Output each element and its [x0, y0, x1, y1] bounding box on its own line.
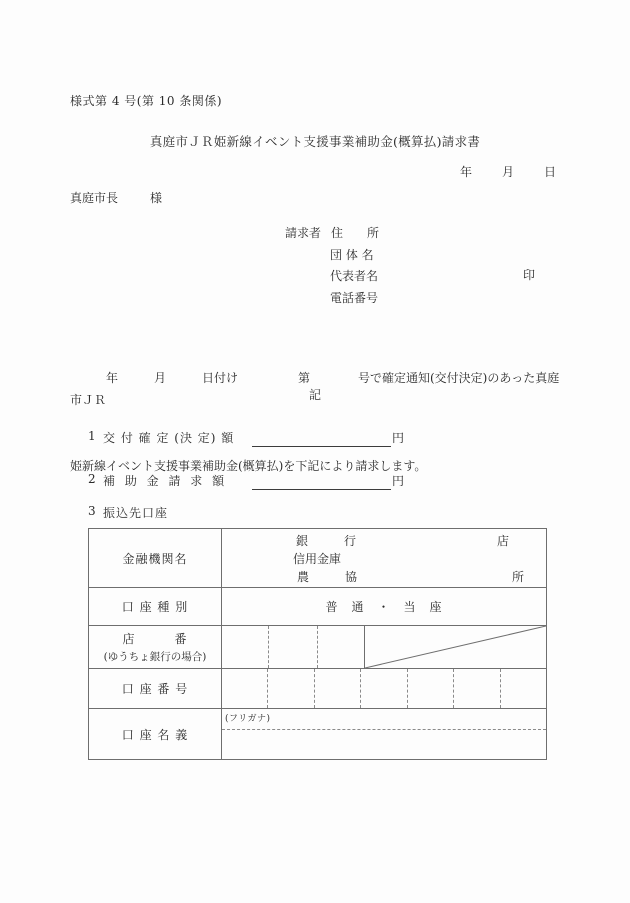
branch-number-sublabel: (ゆうちょ銀行の場合) — [103, 651, 207, 663]
requester-address-label: 住 所 — [331, 226, 380, 240]
account-number-label-cell — [89, 669, 222, 708]
branch-digit-cell — [269, 626, 318, 668]
account-digit-cell — [315, 669, 361, 708]
option-nokyo: 農 協 — [297, 570, 358, 584]
requester-org-label: 団 体 名 — [330, 247, 374, 262]
branch-number-digit-cells — [222, 626, 364, 668]
row-account-number — [89, 669, 546, 709]
account-type-label: 口 座 種 別 — [121, 600, 189, 614]
account-digit-cell — [408, 669, 454, 708]
financial-institution-options — [222, 529, 546, 587]
item-2-number: 2 — [88, 472, 96, 486]
option-nokyo-branch-suffix: 所 — [512, 570, 525, 584]
seal-mark: 印 — [523, 268, 536, 282]
option-shinkin: 信用金庫 — [293, 552, 342, 566]
item-grant-amount — [0, 429, 630, 449]
account-number-digit-cells — [222, 669, 546, 708]
addressee-line — [70, 189, 162, 206]
account-digit-cell — [501, 669, 546, 708]
row-account-name — [89, 709, 546, 759]
account-digit-cell — [454, 669, 500, 708]
option-bank: 銀 行 — [296, 534, 357, 548]
requester-phone-label: 電話番号 — [330, 290, 379, 305]
account-name-label: 口 座 名 義 — [121, 727, 189, 742]
account-number-label: 口 座 番 号 — [121, 682, 189, 696]
branch-number-label: 店 番 — [122, 632, 188, 646]
document-title: 真庭市ＪＲ姫新線イベント支援事業補助金(概算払)請求書 — [149, 134, 481, 149]
item-3-label: 振込先口座 — [103, 506, 169, 520]
requester-representative-row — [285, 266, 379, 288]
branch-number-label-cell — [89, 626, 222, 668]
option-bank-branch-suffix: 店 — [497, 534, 510, 548]
financial-institution-label: 金融機関名 — [122, 551, 188, 566]
furigana-strip — [222, 709, 546, 730]
note-heading: 記 — [308, 388, 321, 402]
row-financial-institution — [89, 529, 546, 588]
row-branch-number — [89, 626, 546, 669]
item-1-number: 1 — [88, 429, 96, 443]
diagonal-strikeout — [364, 626, 546, 668]
account-digit-cell — [361, 669, 407, 708]
requester-block — [285, 223, 379, 309]
form-number: 様式第 4 号(第 10 条関係) — [70, 94, 223, 108]
account-type-label-cell — [89, 588, 222, 625]
item-2-label: 補 助 金 請 求 額 — [103, 474, 228, 488]
item-transfer-account — [0, 504, 630, 524]
financial-institution-label-cell — [89, 529, 222, 587]
item-3-number: 3 — [88, 504, 96, 518]
item-2-amount-blank — [252, 472, 391, 490]
account-name-label-cell — [89, 709, 222, 759]
row-account-type — [89, 588, 546, 626]
item-2-unit: 円 — [392, 474, 405, 488]
addressee-name: 真庭市長 — [70, 191, 119, 205]
item-request-amount — [0, 472, 630, 492]
body-line-1: 年 月 日付け 第 号で確定通知(交付決定)のあった真庭市ＪＲ — [70, 371, 560, 407]
account-type-options: 普 通 ・ 当 座 — [325, 600, 443, 614]
item-1-label: 交 付 確 定 (決 定) 額 — [103, 431, 235, 445]
requester-org-row — [285, 245, 379, 267]
requester-label: 請求者 — [285, 226, 322, 240]
account-digit-cell — [222, 669, 268, 708]
account-table — [88, 528, 547, 760]
account-digit-cell — [268, 669, 314, 708]
item-1-unit: 円 — [392, 431, 405, 445]
branch-digit-cell — [318, 626, 364, 668]
branch-digit-cell — [222, 626, 269, 668]
requester-address-row — [285, 223, 379, 245]
addressee-honorific: 様 — [150, 191, 163, 205]
item-1-amount-blank — [252, 429, 391, 447]
requester-representative-label: 代表者名 — [330, 269, 379, 284]
body-line-2: 姫新線イベント支援事業補助金(概算払)を下記により請求します。 — [70, 459, 427, 473]
requester-phone-row — [285, 288, 379, 310]
furigana-label: (フリガナ) — [225, 714, 271, 724]
date-line: 年 月 日 — [459, 165, 558, 179]
